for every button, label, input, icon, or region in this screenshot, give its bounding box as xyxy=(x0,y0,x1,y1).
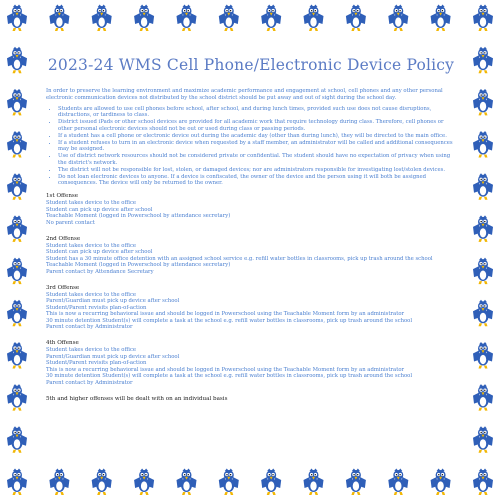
offense-2 xyxy=(46,236,456,276)
hawk-mascot-icon xyxy=(473,300,493,327)
hawk-mascot-icon xyxy=(92,5,112,32)
offense-line: Student/Parent revisits plan-of-action xyxy=(46,304,147,311)
hawk-mascot-icon xyxy=(473,89,493,116)
offense-line: Student can pick up device after school xyxy=(46,249,153,256)
hawk-mascot-icon xyxy=(261,5,281,32)
hawk-mascot-icon xyxy=(219,5,239,32)
rule-item: • Do not loan electronic devices to anyone. If a device is confiscated, the owner of the device and the person using it will both be assigned consequences. The device will only be returned to the owner. xyxy=(58,174,456,188)
rule-item: • Use of district network resources should not be considered private or confidential. The student should have no expectation of privacy when using the district's network. xyxy=(58,153,456,167)
hawk-mascot-icon xyxy=(473,384,493,411)
offense-line: This is now a recurring behavioral issue and should be logged in Powerschool using the Teachable Moment form by an administrator xyxy=(46,311,405,318)
hawk-mascot-icon xyxy=(473,426,493,453)
policy-document xyxy=(46,56,456,476)
rule-item: • If a student refuses to turn in an electronic device when requested by a staff member, an administrator will be called and additional consequences may be assigned. xyxy=(58,140,456,154)
hawk-mascot-icon xyxy=(177,5,197,32)
hawk-mascot-icon xyxy=(7,258,27,285)
hawk-mascot-icon xyxy=(473,258,493,285)
hawk-mascot-icon xyxy=(473,469,493,496)
offense-line: 30 minute detention Student(s) will complete a task at the school e.g. refill water bottles in classrooms, pick up trash around the school xyxy=(46,373,413,380)
hawk-mascot-icon xyxy=(431,5,451,32)
hawk-mascot-icon xyxy=(473,173,493,200)
offense-line: Parent contact by Administrator xyxy=(46,324,133,331)
hawk-mascot-icon xyxy=(7,215,27,242)
hawk-mascot-icon xyxy=(134,5,154,32)
offense-title: 1st Offense xyxy=(46,193,79,200)
offense-1 xyxy=(46,193,456,226)
hawk-mascot-icon xyxy=(473,342,493,369)
hawk-mascot-icon xyxy=(473,47,493,73)
hawk-mascot-icon xyxy=(473,215,493,242)
hawk-mascot-icon xyxy=(7,131,27,158)
rule-item: • District issued iPads or other school devices are provided for all academic work that require technology during class. Therefore, cell phones or other personal electronic devices should not be out or used during class or passing periods. xyxy=(58,119,456,133)
hawk-mascot-icon xyxy=(7,384,27,411)
hawk-mascot-icon xyxy=(473,5,493,32)
hawk-mascot-icon xyxy=(7,47,27,73)
rule-item: • If a student has a cell phone or electronic device out during the academic day (other than during lunch), they will be directed to the main office. xyxy=(58,133,456,140)
intro-paragraph: In order to preserve the learning environment and maximize academic performance and engagement at school, cell phones and any other personal electronic communication devices not distributed by the school district should be put away and out of sight during the school day. xyxy=(46,88,443,101)
hawk-mascot-icon xyxy=(7,300,27,327)
offense-line: Student/Parent revisits plan-of-action xyxy=(46,360,147,367)
offense-line: Student takes device to the office xyxy=(46,200,137,207)
hawk-mascot-icon xyxy=(7,173,27,200)
offense-line: Teachable Moment (logged in Powerschool by attendance secretary) xyxy=(46,213,231,220)
hawk-mascot-icon xyxy=(346,5,366,32)
offense-line: No parent contact xyxy=(46,219,95,226)
offense-line: Parent/Guardian must pick up device after school xyxy=(46,298,180,305)
offense-line: Parent/Guardian must pick up device after school xyxy=(46,353,180,360)
offense-line: 30 minute detention Student(s) will complete a task at the school e.g. refill water bottles in classrooms, pick up trash around the school xyxy=(46,317,413,324)
hawk-mascot-icon xyxy=(7,89,27,116)
hawk-mascot-icon xyxy=(304,5,324,32)
hawk-mascot-icon xyxy=(7,342,27,369)
offense-line: Student takes device to the office xyxy=(46,291,137,298)
hawk-mascot-icon xyxy=(473,131,493,158)
offense-title: 3rd Offense xyxy=(46,284,80,291)
offense-line: Student takes device to the office xyxy=(46,242,137,249)
offense-line: This is now a recurring behavioral issue and should be logged in Powerschool using the Teachable Moment form by an administrator xyxy=(46,366,405,373)
offense-title: 2nd Offense xyxy=(46,235,81,242)
offense-line: Student takes device to the office xyxy=(46,347,137,354)
hawk-mascot-icon xyxy=(388,5,408,32)
offense-title: 4th Offense xyxy=(46,340,79,347)
offense-line: Teachable Moment (logged in Powerschool by attendance secretary) xyxy=(46,262,231,269)
offense-line: Parent contact by Administrator xyxy=(46,380,133,387)
offense-line: Student has a 30 minute office detention with an assigned school service e.g. refill water bottles in classrooms, pick up trash around the school xyxy=(46,255,433,262)
rules-list xyxy=(46,106,456,188)
offense-4 xyxy=(46,340,456,387)
hawk-mascot-icon xyxy=(7,426,27,453)
rule-item: • Students are allowed to use cell phones before school, after school, and during lunch times, provided such use does not cause disruptions, distractions, or tardiness to class. xyxy=(58,106,456,120)
offense-3 xyxy=(46,285,456,332)
hawk-mascot-icon xyxy=(7,469,27,496)
offense-line: Student can pick up device after school xyxy=(46,206,153,213)
page-title: 2023-24 WMS Cell Phone/Electronic Device Policy xyxy=(47,56,455,74)
offense-line: Parent contact by Attendance Secretary xyxy=(46,268,154,275)
closing-note: 5th and higher offenses will be dealt with on an individual basis xyxy=(46,395,228,402)
rule-item: • The district will not be responsible for lost, stolen, or damaged devices; nor are administrators responsible for investigating lost/stolen devices. xyxy=(58,167,456,174)
hawk-mascot-icon xyxy=(7,5,27,32)
hawk-mascot-icon xyxy=(49,5,69,32)
